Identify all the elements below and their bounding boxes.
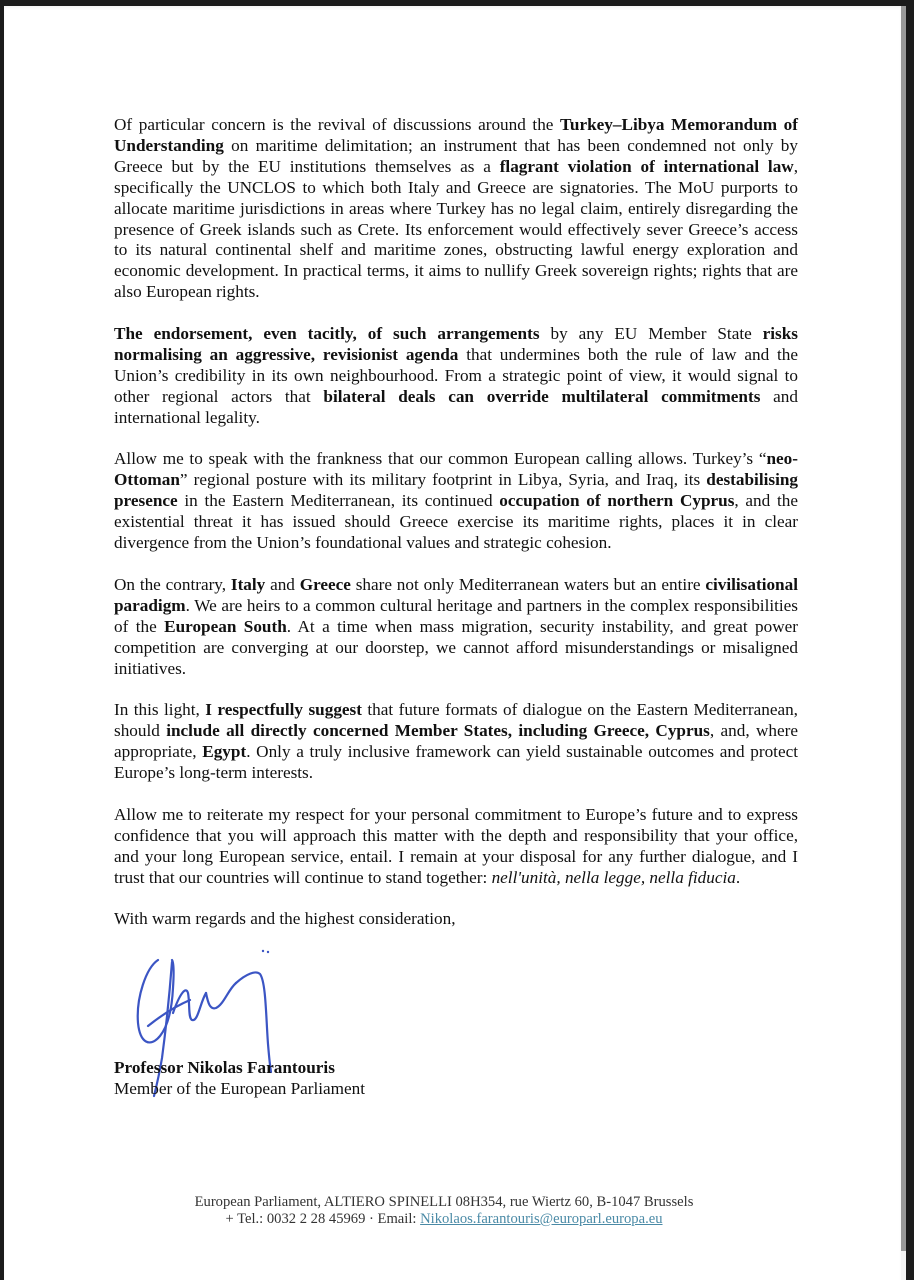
scrollbar-track-end [901, 1251, 906, 1280]
bold-text-run: European South [164, 616, 287, 636]
text-run: on maritime delimitation; an instrument that has been condemned not only by Greece but by the EU institutions themselves as a [114, 135, 798, 176]
text-run: ” regional posture with its military footprint in Libya, Syria, and Iraq, its [179, 470, 707, 490]
paragraph-italy-greece [114, 575, 798, 680]
bold-text-run: Italy [230, 574, 266, 594]
text-run: in the Eastern Mediterranean, its continued [177, 491, 500, 511]
email-link[interactable]: Nikolaos.farantouris@europarl.europa.eu [420, 1211, 663, 1227]
bold-text-run: The endorsement, even tacitly, of such arrangements [114, 324, 540, 344]
letter-body [114, 115, 798, 930]
footer-contact [4, 1211, 884, 1228]
signature-block [114, 1057, 365, 1099]
paragraph-suggestion [114, 700, 798, 784]
signatory-title: Member of the European Parliament [114, 1079, 366, 1098]
footer-address: European Parliament, ALTIERO SPINELLI 08H354, rue Wiertz 60, B-1047 Brussels [194, 1194, 694, 1210]
bold-text-run: I respectfully suggest [205, 700, 362, 720]
text-run: In this light, [114, 700, 206, 720]
bold-text-run: flagrant violation of international law [499, 156, 794, 176]
paragraph-reiterate [114, 805, 798, 889]
paragraph-frankness [114, 449, 798, 554]
text-run: . [735, 867, 741, 887]
scrollbar[interactable] [901, 6, 906, 1251]
text-run: . At a time when mass migration, security instability, and great power competition are converging at our doorstep, we cannot afford misunderstandings or misaligned initiatives. [114, 616, 798, 678]
text-run: share not only Mediterranean waters but an entire [350, 574, 706, 594]
bold-text-run: Egypt [202, 742, 247, 762]
text-run: , and the existential threat it has issued should Greece exercise its maritime rights, places it in clear divergence from the Union’s foundational values and strategic cohesion. [114, 491, 798, 553]
bold-text-run: risks normalising an aggressive, revisionist agenda [114, 324, 798, 364]
italic-text-run: nell'unità, nella legge, nella fiducia [491, 867, 736, 887]
paragraph-endorsement [114, 324, 798, 429]
signatory-name: Professor Nikolas Farantouris [114, 1058, 335, 1077]
footer-tel: + Tel.: 0032 2 28 45969 · Email: [225, 1211, 421, 1227]
bold-text-run: civilisational paradigm [114, 574, 798, 615]
text-run: , specifically the UNCLOS to which both Italy and Greece are signatories. The MoU purports to allocate maritime jurisdictions in areas where Turkey has no legal claim, entirely disregarding the presence of Greek islands such as Crete. Its enforcement would effectively sever Greece’s access to its natural continental shelf and maritime zones, obstructing lawful energy exploration and economic development. In practical terms, it aims to nullify Greek sovereign rights; rights that are also European rights. [114, 156, 798, 302]
bold-text-run: occupation of northern Cyprus [499, 491, 735, 511]
bold-text-run: destabilising presence [114, 470, 798, 511]
text-run: that undermines both the rule of law and the Union’s credibility in its own neighbourhood. From a strategic point of view, it would signal to other regional actors that [114, 344, 799, 406]
text-run: , and, where appropriate, [114, 721, 799, 762]
text-run: and [265, 574, 300, 594]
text-run: . We are heirs to a common cultural heritage and partners in the complex responsibilities of the [114, 595, 798, 636]
text-run: Allow me to speak with the frankness that our common European calling allows. Turkey’s “ [114, 449, 767, 469]
bold-text-run: Greece [299, 574, 351, 594]
text-run: by any EU Member State [539, 324, 763, 344]
text-run: that future formats of dialogue on the Eastern Mediterranean, should [114, 700, 798, 741]
text-run: Allow me to reiterate my respect for your personal commitment to Europe’s future and to express confidence that you will approach this matter with the depth and responsibility that your office, and your long European service, entail. I remain at your disposal for any further dialogue, and I trust that our countries will continue to stand together: [114, 804, 798, 887]
bold-text-run: bilateral deals can override multilateral commitments [323, 386, 761, 406]
letterhead-footer [4, 1194, 884, 1228]
text-run: On the contrary, [114, 574, 231, 594]
bold-text-run: include all directly concerned Member States, including Greece, Cyprus [166, 721, 710, 741]
text-run: Of particular concern is the revival of discussions around the [114, 115, 561, 134]
closing-salutation: With warm regards and the highest consideration, [114, 909, 456, 929]
text-run: . Only a truly inclusive framework can yield sustainable outcomes and protect Europe’s long-term interests. [114, 742, 798, 783]
paragraph-turkey-libya-mou [114, 115, 798, 303]
bold-text-run: neo-Ottoman [114, 449, 798, 490]
text-run: and international legality. [114, 386, 798, 427]
bold-text-run: Turkey–Libya Memorandum of Understanding [114, 115, 799, 155]
